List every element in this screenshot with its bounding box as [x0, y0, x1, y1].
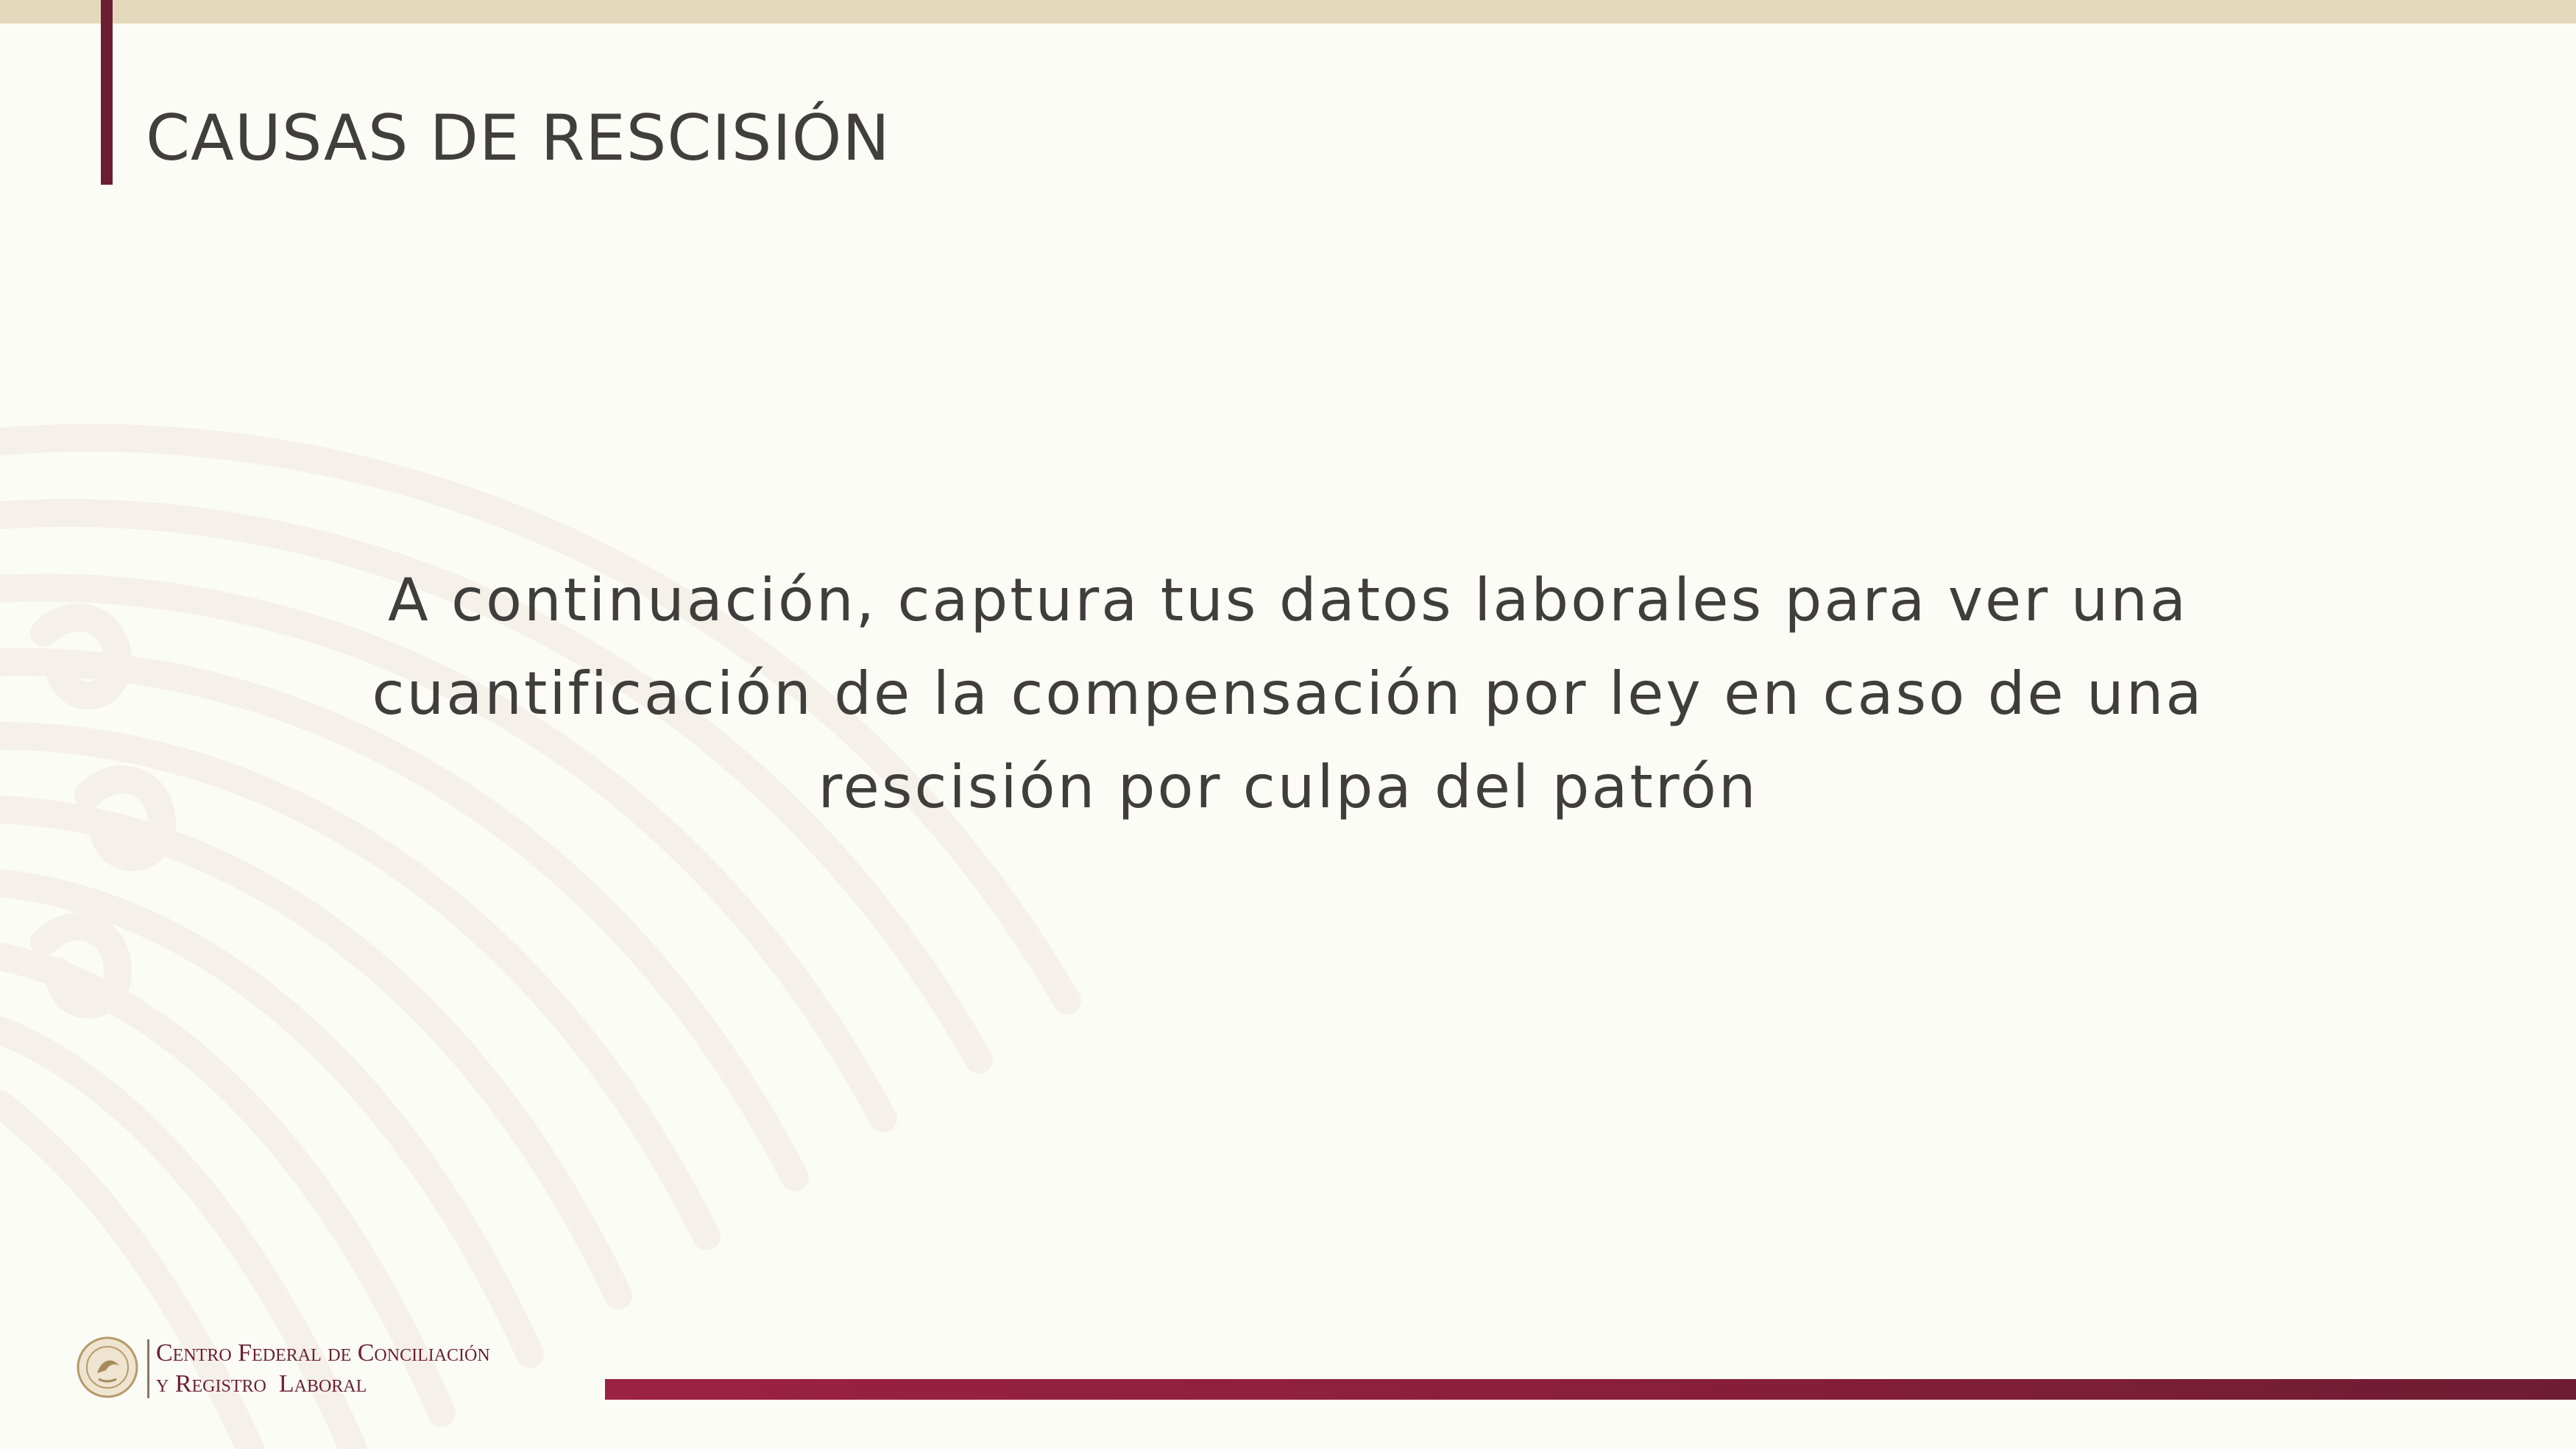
coat-of-arms-icon	[77, 1336, 138, 1398]
top-bar	[0, 0, 2576, 24]
title-accent-bar	[101, 0, 113, 185]
slide-title: CAUSAS DE RESCISIÓN	[146, 102, 891, 175]
organization-name	[156, 1338, 490, 1400]
bottom-bar	[605, 1379, 2576, 1400]
organization-name-line-1: Centro Federal de Conciliación	[156, 1339, 490, 1367]
body-text-line: A continuación, captura tus datos laborales para ver una	[387, 566, 2189, 634]
logo-divider	[147, 1339, 149, 1398]
organization-name-line-2: y Registro Laboral	[156, 1370, 367, 1397]
body-text-line: rescisión por culpa del patrón	[818, 753, 1758, 821]
body-text-line: cuantificación de la compensación por ley en caso de una	[372, 659, 2204, 728]
body-text	[221, 553, 2355, 834]
organization-logo	[77, 1333, 592, 1407]
